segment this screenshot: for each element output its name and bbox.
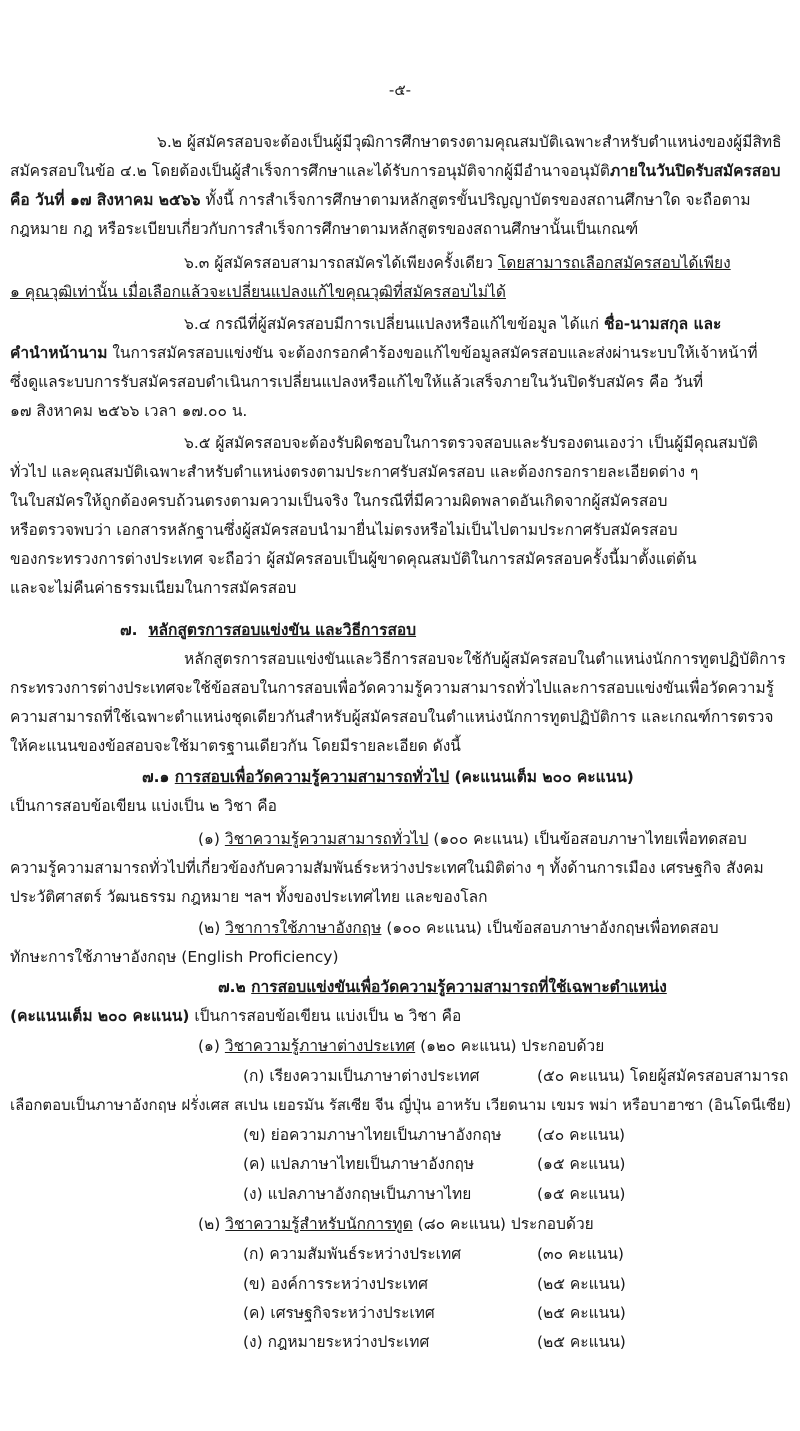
para-6-5-line-5: ของกระทรวงการต่างประเทศ จะถือว่า ผู้สมัครสอบเป็นผู้ขาดคุณสมบัติในการสมัครสอบครั้งนี้มาตั้งแต่ต้น [10,550,697,568]
para-6-5-line-6: และจะไม่คืนค่าธรรมเนียมในการสมัครสอบ [10,579,297,597]
section-7-line-4: ให้คะแนนของข้อสอบจะใช้มาตรฐานเดียวกัน โดยมีรายละเอียด ดังนี้ [10,737,461,755]
section-7-line-1: หลักสูตรการสอบแข่งขันและวิธีการสอบจะใช้กับผู้สมัครสอบในตำแหน่งนักการทูตปฏิบัติการ [184,650,786,668]
para-6-5-line-3: ในใบสมัครให้ถูกต้องครบถ้วนตรงตามความเป็นจริง ในกรณีที่มีความผิดพลาดอันเกิดจากผู้สมัครสอบ [10,492,668,510]
sub-1-text: (๑๒๐ คะแนน) ประกอบด้วย [415,1037,605,1055]
para-6-4-line-2 [10,342,758,364]
sub-2-title: วิชาความรู้สำหรับนักการทูต [225,1215,413,1233]
para-6-2-bold-deadline: ภายในวันปิดรับสมัครสอบ [609,162,781,180]
list-item-5-label: (ก) ความสัมพันธ์ระหว่างประเทศ [243,1245,462,1263]
sub-2-text: (๘๐ คะแนน) ประกอบด้วย [412,1215,594,1233]
section-7-line-3: ความสามารถที่ใช้เฉพาะตำแหน่งชุดเดียวกันสำหรับผู้สมัครสอบในตำแหน่งนักการทูตปฏิบัติการ และเกณฑ์การตรวจ [10,708,774,726]
list-item-4-score: (๑๕ คะแนน) [537,1185,626,1203]
para-6-3-text: ๖.๓ ผู้สมัครสอบสามารถสมัครได้เพียงครั้งเดียว [184,254,498,272]
para-6-2-line-3 [10,189,751,211]
section-7-2-sub-2 [198,1213,594,1235]
sub-1-number: (๑) [198,830,225,848]
section-7-1-sub-1 [198,828,747,850]
para-6-4-line-1 [184,313,721,335]
sub-2-number: (๒) [198,919,226,937]
list-item-1-label: (ก) เรียงความเป็นภาษาต่างประเทศ [243,1067,480,1085]
para-6-2-line-1: ๖.๒ ผู้สมัครสอบจะต้องเป็นผู้มีวุฒิการศึกษาตรงตามคุณสมบัติเฉพาะสำหรับตำแหน่งของผู้มีสิทธิ [157,133,782,151]
list-item-8-score: (๒๕ คะแนน) [537,1333,626,1351]
section-7-1-heading [142,766,634,788]
para-6-2-bold-date: คือ วันที่ ๑๗ สิงหาคม ๒๕๖๖ [10,191,201,209]
para-6-5-line-4: หรือตรวจพบว่า เอกสารหลักฐานซึ่งผู้สมัครสอบนำมายื่นไม่ตรงหรือไม่เป็นไปตามประกาศรับสมัครสอบ [10,521,678,539]
section-7-2-line-2 [10,1005,461,1027]
section-7-2-text: เป็นการสอบข้อเขียน แบ่งเป็น ๒ วิชา คือ [189,1007,462,1025]
section-7-2-number: ๗.๒ [218,978,252,996]
list-item-6-score: (๒๕ คะแนน) [537,1275,626,1293]
section-7-1-number: ๗.๑ [142,768,175,786]
para-6-2-line-2 [10,160,780,182]
list-item-8-label: (ง) กฎหมายระหว่างประเทศ [243,1333,430,1351]
sub-1-title: วิชาความรู้ความสามารถทั่วไป [224,830,429,848]
section-7-2-title: การสอบแข่งขันเพื่อวัดความรู้ความสามารถที่ใช้เฉพาะตำแหน่ง [251,978,667,996]
list-item-1-score: (๕๐ คะแนน) โดยผู้สมัครสอบสามารถ [537,1067,789,1085]
para-6-2-line-4: กฎหมาย กฎ หรือระเบียบเกี่ยวกับการสำเร็จการศึกษาตามหลักสูตรของสถานศึกษานั้นเป็นเกณฑ์ [10,220,639,238]
para-6-2-text-2: ทั้งนี้ การสำเร็จการศึกษาตามหลักสูตรขั้นปริญญาบัตรของสถานศึกษาใด จะถือตาม [200,191,751,209]
section-7-1-line-2: เป็นการสอบข้อเขียน แบ่งเป็น ๒ วิชา คือ [10,797,277,815]
page-number: -๕- [388,81,412,99]
para-6-4-bold-title: คำนำหน้านาม [10,344,108,362]
list-item-2-score: (๔๐ คะแนน) [537,1126,626,1144]
language-options-line: เลือกตอบเป็นภาษาอังกฤษ ฝรั่งเศส สเปน เยอรมัน รัสเซีย จีน ญี่ปุ่น อาหรับ เวียดนาม เขมร พม่า หรือบาฮาซา (อินโดนีเซีย) [10,1096,792,1114]
para-6-2-text: สมัครสอบในข้อ ๔.๒ โดยต้องเป็นผู้สำเร็จการศึกษาและได้รับการอนุมัติจากผู้มีอำนาจอนุมัติ [10,162,610,180]
section-7-1-sub-2-line-2: ทักษะการใช้ภาษาอังกฤษ (English Proficiency) [10,948,339,966]
section-7-2-sub-1 [198,1035,604,1057]
list-item-6-label: (ข) องค์การระหว่างประเทศ [243,1275,428,1293]
section-7-2-score: (คะแนนเต็ม ๒๐๐ คะแนน) [10,1007,190,1025]
para-6-3-line-1 [184,252,731,274]
sub-2-text: (๑๐๐ คะแนน) เป็นข้อสอบภาษาอังกฤษเพื่อทดสอบ [381,919,719,937]
para-6-4-text-2: ในการสมัครสอบแข่งขัน จะต้องกรอกคำร้องขอแก้ไขข้อมูลสมัครสอบและส่งผ่านระบบให้เจ้าหน้าที่ [107,344,758,362]
para-6-3-underline: โดยสามารถเลือกสมัครสอบได้เพียง [497,254,731,272]
section-7-title: หลักสูตรการสอบแข่งขัน และวิธีการสอบ [148,621,417,639]
list-item-5-score: (๓๐ คะแนน) [537,1245,624,1263]
list-item-4-label: (ง) แปลภาษาอังกฤษเป็นภาษาไทย [243,1185,472,1203]
para-6-4-line-4: ๑๗ สิงหาคม ๒๕๖๖ เวลา ๑๗.๐๐ น. [10,402,248,420]
sub-1-number: (๑) [198,1037,225,1055]
section-7-1-title: การสอบเพื่อวัดความรู้ความสามารถทั่วไป [174,768,450,786]
section-7-heading [120,619,416,641]
para-6-4-line-3: ซึ่งดูแลระบบการรับสมัครสอบดำเนินการเปลี่ยนแปลงหรือแก้ไขให้แล้วเสร็จภายในวันปิดรับสมัคร คือ วันที่ [10,373,704,391]
list-item-3-score: (๑๕ คะแนน) [537,1155,626,1173]
section-7-1-score: (คะแนนเต็ม ๒๐๐ คะแนน) [449,768,634,786]
section-7-2-heading [218,976,667,998]
list-item-7-score: (๒๕ คะแนน) [537,1304,626,1322]
sub-2-number: (๒) [198,1215,226,1233]
list-item-7-label: (ค) เศรษฐกิจระหว่างประเทศ [243,1304,435,1322]
list-item-3-label: (ค) แปลภาษาไทยเป็นภาษาอังกฤษ [243,1155,475,1173]
sub-1-title: วิชาความรู้ภาษาต่างประเทศ [224,1037,416,1055]
section-7-line-2: กระทรวงการต่างประเทศจะใช้ข้อสอบในการสอบเพื่อวัดความรู้ความสามารถทั่วไปและการสอบแข่งขันเพื่อวัดความรู้ [10,679,774,697]
section-7-1-sub-2 [198,917,719,939]
para-6-5-line-1: ๖.๕ ผู้สมัครสอบจะต้องรับผิดชอบในการตรวจสอบและรับรองตนเองว่า เป็นผู้มีคุณสมบัติ [184,434,758,452]
list-item-2-label: (ข) ย่อความภาษาไทยเป็นภาษาอังกฤษ [243,1126,502,1144]
sub-1-text: (๑๐๐ คะแนน) เป็นข้อสอบภาษาไทยเพื่อทดสอบ [428,830,747,848]
para-6-3-line-2: ๑ คุณวุฒิเท่านั้น เมื่อเลือกแล้วจะเปลี่ยนแปลงแก้ไขคุณวุฒิที่สมัครสอบไม่ได้ [10,283,506,301]
section-7-1-sub-1-line-2: ความรู้ความสามารถทั่วไปที่เกี่ยวข้องกับความสัมพันธ์ระหว่างประเทศในมิติต่าง ๆ ทั้งด้านการเมือง เศรษฐกิจ สังคม [10,859,764,877]
para-6-5-line-2: ทั่วไป และคุณสมบัติเฉพาะสำหรับตำแหน่งตรงตามประกาศรับสมัครสอบ และต้องกรอกรายละเอียดต่าง ๆ [10,463,699,481]
section-7-1-sub-1-line-3: ประวัติศาสตร์ วัฒนธรรม กฎหมาย ฯลฯ ทั้งของประเทศไทย และของโลก [10,888,488,906]
sub-2-title: วิชาการใช้ภาษาอังกฤษ [225,919,382,937]
para-6-4-bold-name: ชื่อ-นามสกุล และ [603,315,722,333]
para-6-4-text: ๖.๔ กรณีที่ผู้สมัครสอบมีการเปลี่ยนแปลงหรือแก้ไขข้อมูล ได้แก่ [184,315,604,333]
section-7-number: ๗. [120,621,138,639]
